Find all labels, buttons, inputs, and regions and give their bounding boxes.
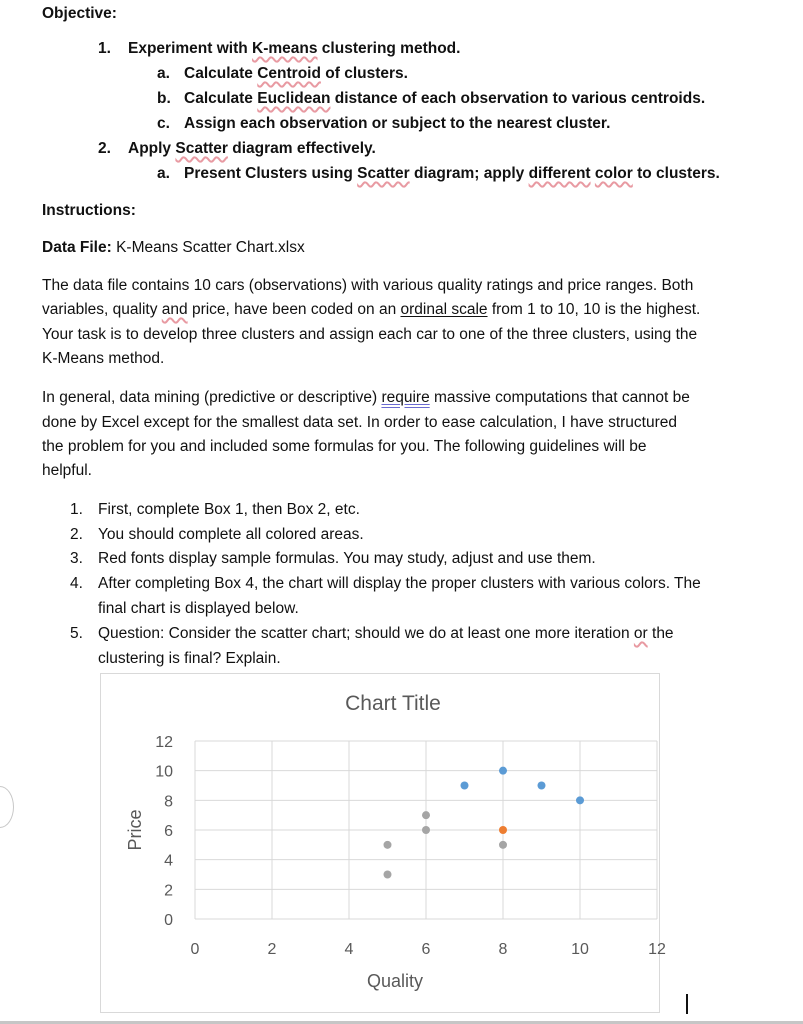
side-panel-tab[interactable] [0, 786, 14, 828]
data-point-cluster-3-5[interactable] [499, 841, 507, 849]
data-point-cluster-1-2[interactable] [499, 767, 507, 775]
guideline-4-continued: final chart is displayed below. [98, 600, 299, 617]
axis-tick-labels [155, 734, 666, 958]
paragraph-1-line-1: The data file contains 10 cars (observations) with various quality ratings and price ranges. Both [42, 277, 694, 294]
data-point-cluster-3-3[interactable] [422, 811, 430, 819]
x-tick-label-10: 10 [571, 941, 589, 958]
objective-item-1: 1. Experiment with K-means clustering method. [98, 40, 461, 57]
y-tick-label-10: 10 [155, 763, 173, 781]
x-tick-label-4: 4 [344, 941, 354, 958]
objective-heading: Objective: [42, 5, 117, 22]
objective-item-1b: b. Calculate Euclidean distance of each observation to various centroids. [157, 90, 706, 107]
text-cursor [686, 994, 688, 1014]
data-file-line: Data File: K-Means Scatter Chart.xlsx [42, 239, 305, 256]
paragraph-2-line-4: helpful. [42, 462, 92, 479]
y-tick-label-0: 0 [164, 912, 173, 929]
y-tick-label-6: 6 [164, 823, 173, 840]
data-point-cluster-3-4[interactable] [422, 826, 430, 834]
objective-item-2a: a. Present Clusters using Scatter diagram; apply different color to clusters. [157, 165, 720, 182]
paragraph-1-line-3: Your task is to develop three clusters and assign each car to one of the three clusters, using the [42, 326, 698, 343]
guideline-2: 2. You should complete all colored areas. [70, 526, 364, 543]
scatter-chart-svg [101, 674, 666, 1012]
objective-item-1c: c. Assign each observation or subject to the nearest cluster. [157, 115, 611, 132]
x-tick-label-0: 0 [190, 941, 200, 958]
x-tick-label-2: 2 [267, 941, 277, 958]
y-tick-label-2: 2 [164, 882, 173, 900]
data-point-cluster-3-2[interactable] [384, 871, 392, 879]
data-point-cluster-3-1[interactable] [384, 841, 392, 849]
paragraph-2-line-3: the problem for you and included some formulas for you. The following guidelines will be [42, 438, 647, 455]
paragraph-1-line-4: K-Means method. [42, 350, 165, 367]
guideline-1: 1. First, complete Box 1, then Box 2, etc. [70, 501, 360, 518]
data-points [384, 767, 585, 879]
chart-title: Chart Title [345, 692, 441, 715]
x-tick-label-6: 6 [421, 941, 431, 958]
guideline-3: 3. Red fonts display sample formulas. You may study, adjust and use them. [70, 550, 596, 567]
guideline-5: 5. Question: Consider the scatter chart; should we do at least one more iteration or the [70, 625, 674, 642]
paragraph-1-line-2: variables, quality and price, have been coded on an ordinal scale from 1 to 10, 10 is the highest. [42, 301, 701, 318]
x-tick-label-8: 8 [498, 941, 508, 958]
guideline-5-continued: clustering is final? Explain. [98, 650, 281, 667]
objective-item-2: 2. Apply Scatter diagram effectively. [98, 140, 376, 157]
objective-item-1a: a. Calculate Centroid of clusters. [157, 65, 408, 82]
x-tick-label-12: 12 [648, 941, 666, 958]
data-point-cluster-1-3[interactable] [538, 782, 546, 790]
y-tick-label-4: 4 [164, 852, 173, 870]
data-point-cluster-1-1[interactable] [461, 782, 469, 790]
y-tick-label-12: 12 [155, 734, 173, 751]
paragraph-2-line-2: done by Excel except for the smallest data set. In order to ease calculation, I have structured [42, 414, 677, 431]
y-tick-label-8: 8 [164, 793, 173, 811]
x-axis-label: Quality [366, 971, 424, 991]
instructions-heading: Instructions: [42, 202, 136, 219]
paragraph-2-line-1: In general, data mining (predictive or descriptive) require massive computations that cannot be [42, 389, 690, 406]
y-axis-label: Price [125, 809, 145, 851]
guideline-4: 4. After completing Box 4, the chart will display the proper clusters with various colors. The [70, 575, 701, 592]
data-point-cluster-2-1[interactable] [499, 826, 507, 834]
scatter-chart[interactable] [100, 673, 666, 1013]
data-point-cluster-1-4[interactable] [576, 796, 584, 804]
